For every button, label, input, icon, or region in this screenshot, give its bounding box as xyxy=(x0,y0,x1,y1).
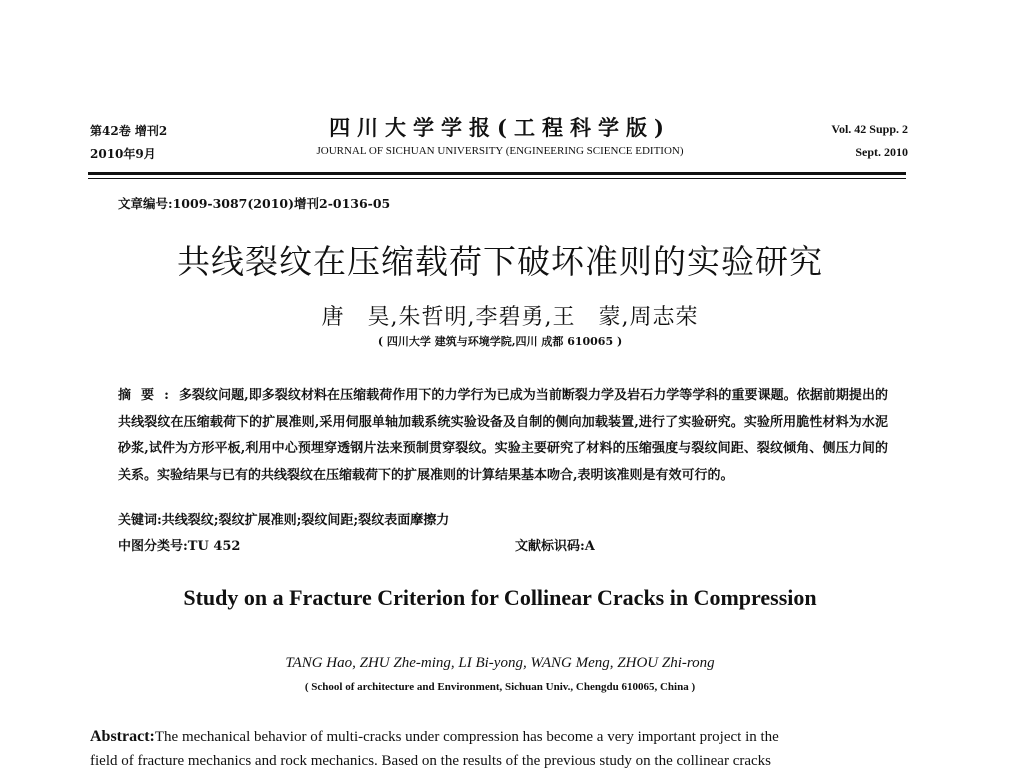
volume-en: Vol. 42 Supp. 2 xyxy=(831,122,908,136)
abstract-cn xyxy=(118,383,888,489)
paper-title-en: Study on a Fracture Criterion for Collinear Cracks in Compression xyxy=(183,585,817,610)
abstract-cn-text: 多裂纹问题,即多裂纹材料在压缩载荷作用下的力学行为已成为当前断裂力学及岩石力学等学科的重要课题。依据前期提出的共线裂纹在压缩载荷下的扩展准则,采用伺服单轴加载系统实验设备及自制的侧向加载装置,进行了实验研究。实验所用脆性材料为水泥砂浆,试件为方形平板,利用中心预埋穿透钢片法来预制贯穿裂纹。实验主要研究了材料的压缩强度与裂纹间距、裂纹倾角、侧压力间的关系。实验结果与已有的共线裂纹在压缩载荷下的扩展准则的计算结果基本吻合,表明该准则是有效可行的。 xyxy=(118,388,888,483)
abstract-en-line1: The mechanical behavior of multi-cracks under compression has become a very important project in the xyxy=(154,729,779,745)
authors-en: TANG Hao, ZHU Zhe-ming, LI Bi-yong, WANG Meng, ZHOU Zhi-rong xyxy=(285,655,715,671)
abstract-en-label: Abstract: xyxy=(90,728,155,745)
volume-cn: 第42卷 增刊2 xyxy=(90,124,168,138)
journal-title-en: JOURNAL OF SICHUAN UNIVERSITY (ENGINEERING SCIENCE EDITION) xyxy=(316,145,684,157)
date-en: Sept. 2010 xyxy=(855,145,908,159)
header-rule-thin xyxy=(88,178,906,179)
affiliation-cn: ( 四川大学 建筑与环境学院,四川 成都 610065 ) xyxy=(377,335,623,348)
article-number: 文章编号:1009-3087(2010)增刊2-0136-05 xyxy=(118,196,391,211)
abstract-en-line2: field of fracture mechanics and rock mechanics. Based on the results of the previous study on the collinear cracks xyxy=(90,753,772,769)
clc-number: 中图分类号:TU 452 xyxy=(118,539,241,554)
authors-cn: 唐 昊,朱哲明,李碧勇,王 蒙,周志荣 xyxy=(321,305,699,330)
header-rule-thick xyxy=(88,172,906,175)
paper-title-cn: 共线裂纹在压缩载荷下破坏准则的实验研究 xyxy=(177,242,823,281)
abstract-en xyxy=(90,728,779,746)
journal-title-cn: 四川大学学报(工程科学版) xyxy=(329,115,671,140)
abstract-cn-label: 摘要: xyxy=(118,388,179,403)
date-cn: 2010年9月 xyxy=(90,147,156,161)
keywords-cn: 关键词:共线裂纹;裂纹扩展准则;裂纹间距;裂纹表面摩擦力 xyxy=(118,513,450,528)
affiliation-en: ( School of architecture and Environment, Sichuan Univ., Chengdu 610065, China ) xyxy=(304,681,696,693)
document-code: 文献标识码:A xyxy=(515,539,595,554)
